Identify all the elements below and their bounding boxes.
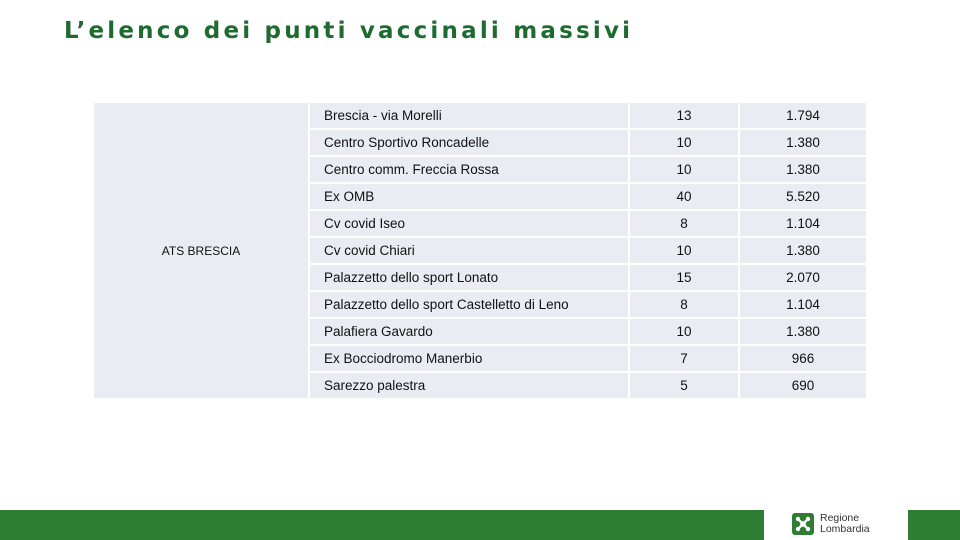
point-doses: 1.380 (739, 129, 866, 156)
footer-bar-right (908, 510, 960, 540)
point-name: Ex Bocciodromo Manerbio (309, 345, 629, 372)
point-doses: 2.070 (739, 264, 866, 291)
logo-text (820, 513, 870, 535)
point-doses: 1.104 (739, 210, 866, 237)
logo-line-lombardia: Lombardia (820, 523, 870, 535)
group-cell-ats-brescia: ATS BRESCIA (94, 103, 309, 398)
slide-title: L’elenco dei punti vaccinali massivi (64, 18, 634, 44)
point-doses: 1.380 (739, 156, 866, 183)
point-doses: 5.520 (739, 183, 866, 210)
point-name: Centro Sportivo Roncadelle (309, 129, 629, 156)
point-count: 40 (629, 183, 739, 210)
point-name: Ex OMB (309, 183, 629, 210)
point-count: 8 (629, 291, 739, 318)
point-count: 10 (629, 129, 739, 156)
point-name: Sarezzo palestra (309, 372, 629, 398)
footer-bar-left (0, 510, 764, 540)
point-count: 5 (629, 372, 739, 398)
point-name: Centro comm. Freccia Rossa (309, 156, 629, 183)
point-count: 13 (629, 103, 739, 129)
point-doses: 690 (739, 372, 866, 398)
table-row (94, 103, 866, 129)
regione-lombardia-rosa-camuna-icon (792, 513, 814, 535)
point-doses: 966 (739, 345, 866, 372)
point-name: Palazzetto dello sport Castelletto di Leno (309, 291, 629, 318)
point-doses: 1.794 (739, 103, 866, 129)
point-name: Cv covid Iseo (309, 210, 629, 237)
point-name: Cv covid Chiari (309, 237, 629, 264)
point-name: Brescia - via Morelli (309, 103, 629, 129)
logo-line-regione: Regione (820, 512, 860, 524)
point-doses: 1.380 (739, 318, 866, 345)
point-doses: 1.380 (739, 237, 866, 264)
point-count: 10 (629, 318, 739, 345)
point-name: Palazzetto dello sport Lonato (309, 264, 629, 291)
point-count: 8 (629, 210, 739, 237)
point-doses: 1.104 (739, 291, 866, 318)
point-count: 7 (629, 345, 739, 372)
point-count: 15 (629, 264, 739, 291)
point-count: 10 (629, 237, 739, 264)
vaccination-points-table (94, 103, 866, 398)
point-count: 10 (629, 156, 739, 183)
point-name: Palafiera Gavardo (309, 318, 629, 345)
regione-lombardia-logo (792, 510, 870, 538)
